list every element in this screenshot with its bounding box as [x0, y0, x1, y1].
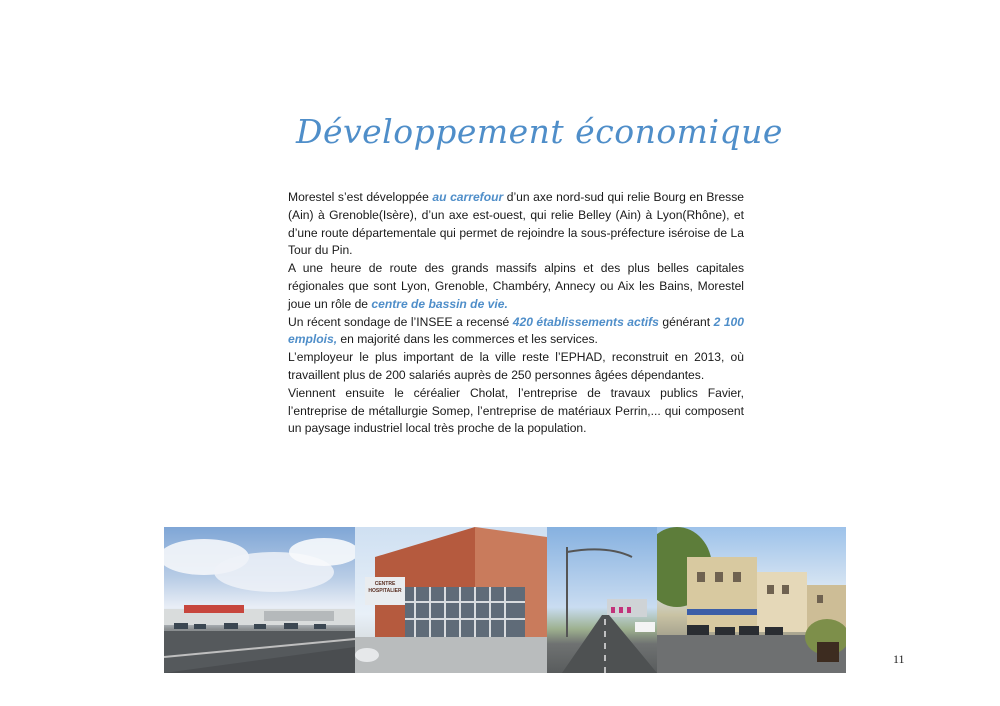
text-run: Un récent sondage de l’INSEE a recensé [288, 314, 513, 329]
photo-road-drawing [547, 527, 657, 673]
photo-commercial-zone [164, 527, 355, 673]
paragraph-ephad: L’employeur le plus important de la ville reste l’EPHAD, reconstruit en 2013, où travaillent plus de 200 salariés auprès de 250 personnes âgées dépendantes. [288, 350, 744, 382]
photo-main-street-drawing [657, 527, 846, 673]
text-run: Morestel s’est développée [288, 190, 433, 204]
highlight-emplois: 2 100 emplois, [288, 314, 744, 347]
paragraph-insee [288, 314, 744, 350]
body-text [288, 189, 744, 438]
text-run: A une heure de route des grands massifs alpins et des plus belles capitales régionales que sont Lyon, Grenoble, Chambéry, Annecy ou Aix les Bains, Morestel joue un rôle de [288, 261, 744, 311]
paragraph-location [288, 189, 744, 260]
highlight-bassin-de-vie: centre de bassin de vie. [371, 296, 508, 311]
page-number: 11 [893, 652, 905, 666]
photo-strip [164, 527, 846, 673]
text-run: en majorité dans les commerces et les services. [337, 332, 598, 347]
photo-commercial-zone-drawing [164, 527, 355, 673]
photo-main-street [657, 527, 846, 673]
text-run: générant [658, 314, 714, 329]
photo-hospital [355, 527, 547, 673]
paragraph-industry: Viennent ensuite le céréalier Cholat, l’entreprise de travaux publics Favier, l’entreprise de métallurgie Somep, l’entreprise de matériaux Perrin,... qui composent un paysage industriel local très proche de la population. [288, 385, 744, 436]
hospital-sign [365, 577, 405, 605]
highlight-etablissements: 420 établissements actifs [512, 314, 659, 329]
photo-road [547, 527, 657, 673]
hospital-sign-line2: HOSPITALIER [368, 588, 402, 594]
page-title: Développement économique [296, 112, 783, 151]
text-run: d’un axe nord-sud qui relie Bourg en Bresse (Ain) à Grenoble(Isère), d’un axe est-ouest, qui relie Belley (Ain) à Lyon(Rhône), et d’une route départementale qui permet de rejoindre la sous-préfecture iséroise de La Tour du Pin. [288, 190, 744, 258]
hospital-sign-line1: CENTRE [374, 581, 396, 587]
paragraph-region [288, 260, 744, 313]
highlight-carrefour: au carrefour [432, 190, 504, 204]
